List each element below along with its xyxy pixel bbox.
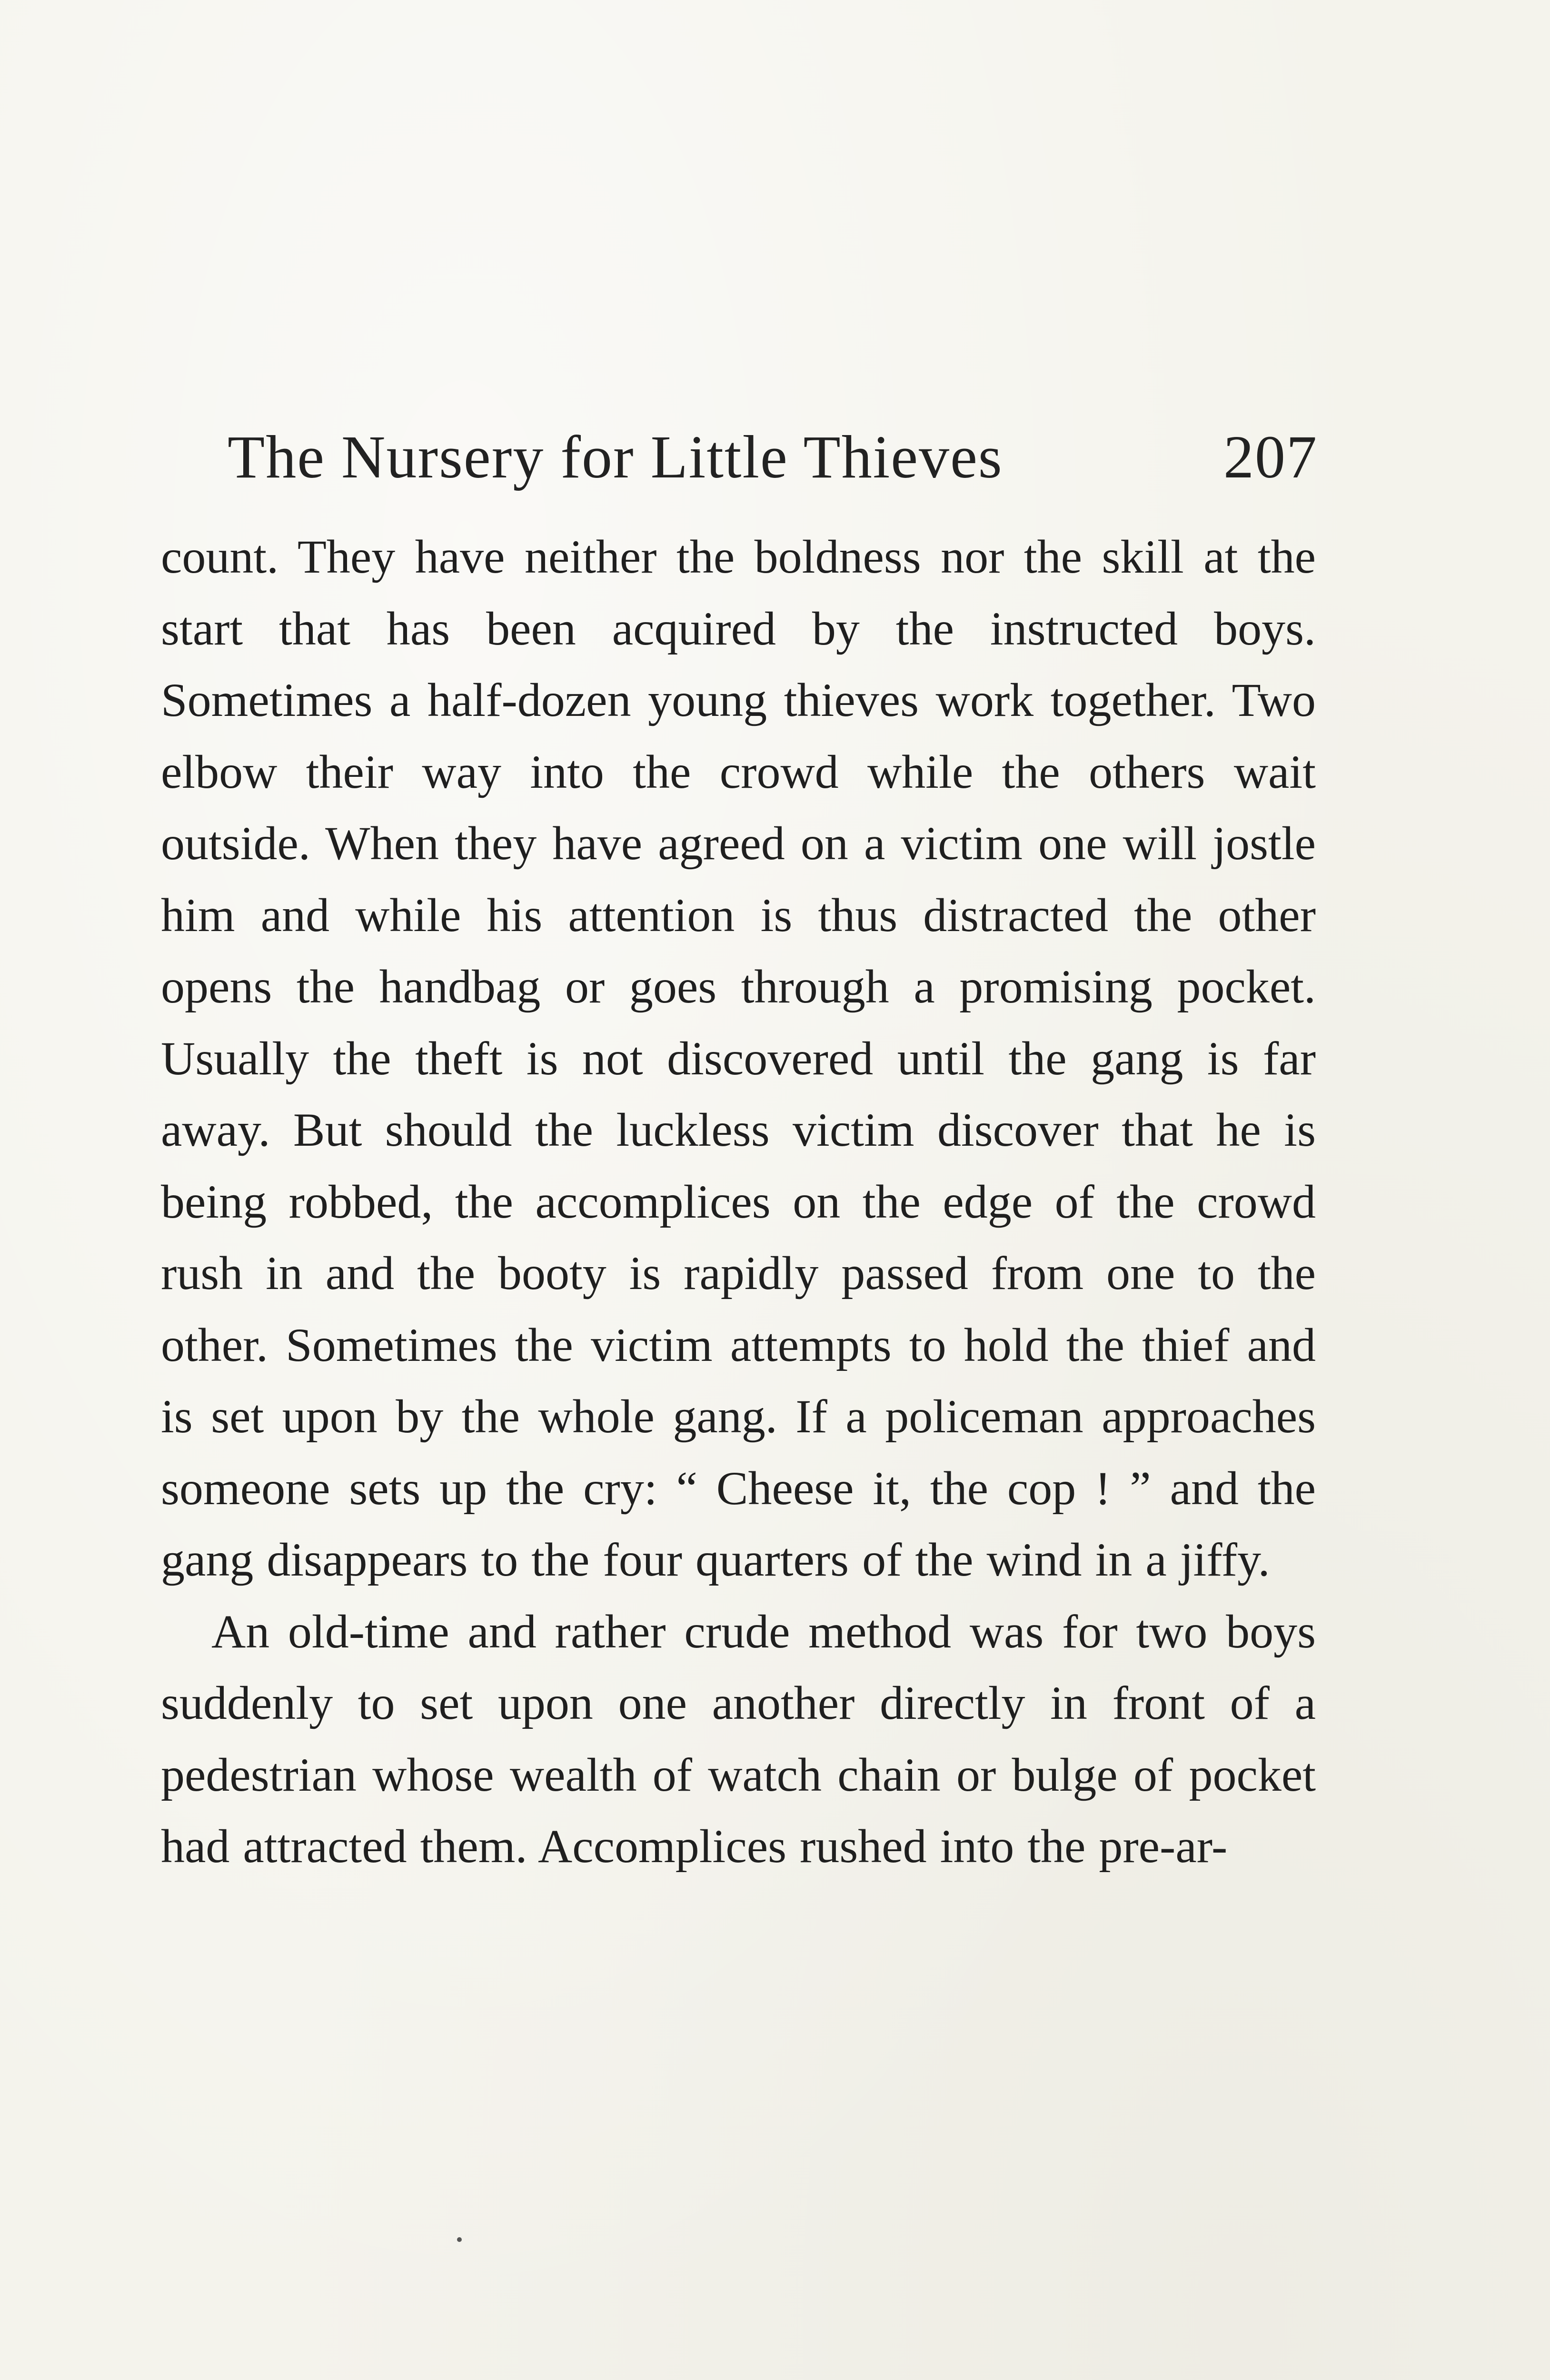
- body-text: [161, 521, 1316, 1883]
- page-number: 207: [1223, 423, 1318, 491]
- running-title: The Nursery for Little Thieves: [228, 423, 1003, 491]
- paragraph-1: count. They have neither the boldness nor the skill at the start that has been acquired by the instructed boys. Sometimes a half-dozen young thieves work together. Two elbow their way into the crowd while the others wait outside. When they have agreed on a victim one will jostle him and while his attention is thus distracted the other opens the handbag or goes through a promising pocket. Usually the theft is not discovered until the gang is far away. But should the luckless victim discover that he is being robbed, the accomplices on the edge of the crowd rush in and the booty is rapidly passed from one to the other. Sometimes the victim attempts to hold the thief and is set upon by the whole gang. If a policeman approaches someone sets up the cry: “ Cheese it, the cop ! ” and the gang disappears to the four quarters of the wind in a jiffy.: [161, 530, 1316, 1586]
- running-head: [228, 416, 1318, 497]
- paragraph-2: An old-time and rather crude method was for two boys suddenly to set upon one another directly in front of a pedestrian whose wealth of watch chain or bulge of pocket had attracted them. Accomplices rushed into the pre-ar-: [161, 1605, 1316, 1873]
- ink-speck: [457, 2237, 462, 2242]
